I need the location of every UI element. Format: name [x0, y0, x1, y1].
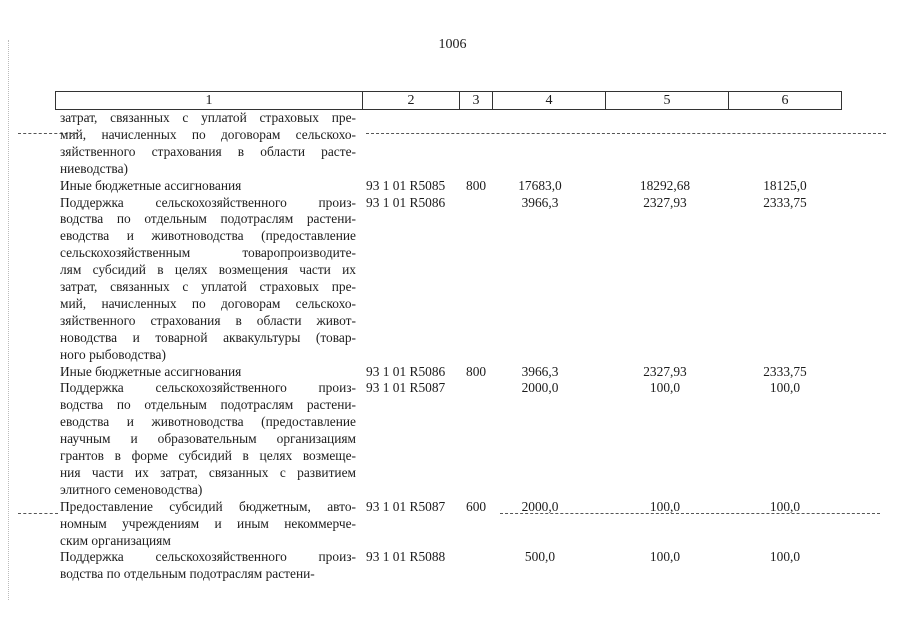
scan-margin-line — [8, 40, 9, 600]
description-line: ния части их затрат, связанных с развитием — [60, 464, 356, 480]
row-expense-type: 800 — [466, 177, 487, 193]
column-header-row — [56, 92, 842, 110]
row-code: 93 1 01 R5085 — [366, 177, 446, 193]
row-description — [60, 110, 356, 178]
column-header-6: 6 — [729, 92, 842, 110]
description-line: затрат, связанных с уплатой страховых пре- — [60, 279, 356, 295]
row-description — [60, 380, 356, 498]
row-code: 93 1 01 R5086 — [366, 363, 446, 379]
description-line: номным учреждениям и иным некоммерче- — [60, 515, 356, 531]
row-value-col5: 100,0 — [649, 380, 681, 396]
row-value-col6: 100,0 — [769, 380, 801, 396]
description-line: Иные бюджетные ассигнования — [60, 177, 242, 193]
row-value-col4: 500,0 — [524, 549, 556, 565]
description-line: зяйственного страхования в области живот- — [60, 312, 356, 328]
row-value-col6: 2333,75 — [763, 363, 807, 379]
row-code: 93 1 01 R5087 — [366, 498, 446, 514]
description-line: еводства и животноводства (предоставление — [60, 414, 356, 430]
row-code: 93 1 01 R5088 — [366, 549, 446, 565]
scan-line-artifact — [366, 133, 886, 134]
description-line: еводства и животноводства (предоставление — [60, 228, 356, 244]
description-line: водства по отдельным подотраслям растени- — [60, 397, 356, 413]
row-value-col4: 2000,0 — [521, 380, 559, 396]
row-value-col5: 100,0 — [649, 549, 681, 565]
description-line: затрат, связанных с уплатой страховых пре- — [60, 110, 356, 125]
description-line: мий, начисленных по договорам сельскохо- — [60, 126, 356, 142]
description-line: лям субсидий в целях возмещения части их — [60, 262, 356, 278]
row-expense-type: 600 — [466, 498, 487, 514]
description-line: Иные бюджетные ассигнования — [60, 363, 242, 379]
column-header-table — [55, 91, 842, 110]
description-line: Предоставление субсидий бюджетным, авто- — [60, 498, 356, 514]
column-header-3: 3 — [460, 92, 493, 110]
column-header-4: 4 — [493, 92, 606, 110]
row-description — [60, 549, 356, 583]
row-value-col4: 3966,3 — [521, 194, 559, 210]
description-line: научным и образовательным организациям — [60, 431, 356, 447]
description-line: новодства и товарной аквакультуры (товар- — [60, 329, 356, 345]
row-value-col6: 2333,75 — [763, 194, 807, 210]
description-line: зяйственного страхования в области расте- — [60, 143, 356, 159]
description-line: ного рыбоводства) — [60, 346, 166, 362]
description-line: водства по отдельным подотраслям растени- — [60, 211, 356, 227]
description-line: сельскохозяйственным товаропроизводите- — [60, 245, 356, 261]
column-header-5: 5 — [606, 92, 729, 110]
row-code: 93 1 01 R5086 — [366, 194, 446, 210]
row-description — [60, 364, 356, 381]
row-value-col6: 100,0 — [769, 498, 801, 514]
scan-line-artifact — [18, 513, 58, 514]
row-description — [60, 195, 356, 364]
description-line: Поддержка сельскохозяйственного произ- — [60, 194, 356, 210]
description-line: Поддержка сельскохозяйственного произ- — [60, 380, 356, 396]
row-description — [60, 178, 356, 195]
column-header-2: 2 — [363, 92, 460, 110]
description-line: водства по отдельным подотраслям растени- — [60, 566, 315, 582]
row-value-col5: 100,0 — [649, 498, 681, 514]
description-line: Поддержка сельскохозяйственного произ- — [60, 549, 356, 565]
row-value-col4: 3966,3 — [521, 363, 559, 379]
row-value-col5: 2327,93 — [643, 363, 687, 379]
row-value-col5: 18292,68 — [639, 177, 691, 193]
row-value-col4: 2000,0 — [521, 498, 559, 514]
row-code: 93 1 01 R5087 — [366, 380, 446, 396]
description-line: элитного семеноводства) — [60, 481, 203, 497]
row-value-col6: 100,0 — [769, 549, 801, 565]
description-line: ниеводства) — [60, 160, 128, 176]
row-expense-type: 800 — [466, 363, 487, 379]
row-value-col4: 17683,0 — [518, 177, 562, 193]
row-value-col6: 18125,0 — [763, 177, 807, 193]
row-description — [60, 499, 356, 550]
row-value-col5: 2327,93 — [643, 194, 687, 210]
page-number: 1006 — [438, 37, 467, 52]
column-header-1: 1 — [56, 92, 363, 110]
description-line: грантов в форме субсидий в целях возмеще- — [60, 448, 356, 464]
description-line: мий, начисленных по договорам сельскохо- — [60, 295, 356, 311]
description-line: ским организациям — [60, 532, 171, 548]
